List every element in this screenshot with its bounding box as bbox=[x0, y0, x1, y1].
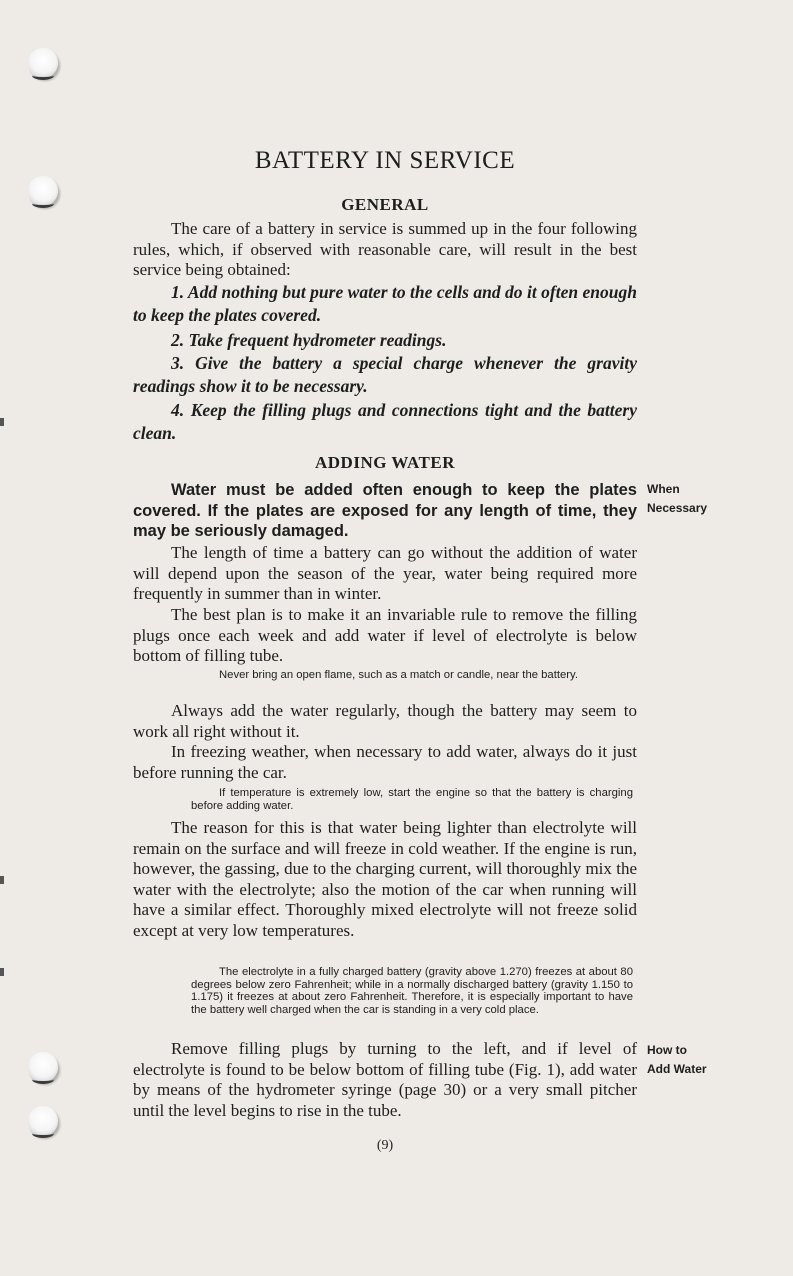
sidenote-line: Necessary bbox=[647, 501, 708, 515]
paragraph-6: Remove filling plugs by turning to the left, and if level of electrolyte is found to be below bottom of filling tube (Fig. 1), add water by means of the hydrometer syringe (page 30) or a very small pitcher until the level begins to rise in the tube. bbox=[133, 1039, 637, 1120]
sidenote-line: Add Water bbox=[647, 1062, 707, 1076]
paragraph-1: The length of time a battery can go without the addition of water will depend upon the season of the year, water being required more frequently in summer than in winter. bbox=[133, 543, 637, 604]
note-open-flame: Never bring an open flame, such as a match or candle, near the battery. bbox=[219, 669, 578, 681]
page-number: (9) bbox=[376, 1138, 394, 1153]
section-heading-adding-water: ADDING WATER bbox=[315, 453, 455, 472]
sidenote-how-to-add-water bbox=[647, 1041, 707, 1079]
paragraph-2: The best plan is to make it an invariable rule to remove the filling plugs once each week and add water if level of electrolyte is below bottom of filling tube. bbox=[133, 605, 637, 666]
rule-3: 3. Give the battery a special charge whenever the gravity readings show it to be necessary. bbox=[133, 353, 637, 396]
adding-water-lead: Water must be added often enough to keep the plates covered. If the plates are exposed for any length of time, they may be seriously damaged. bbox=[133, 481, 637, 540]
edge-mark-1 bbox=[0, 418, 4, 426]
page-title: BATTERY IN SERVICE bbox=[254, 147, 516, 174]
punch-hole-2 bbox=[28, 176, 58, 206]
edge-mark-3 bbox=[0, 968, 4, 976]
paragraph-3: Always add the water regularly, though the battery may seem to work all right without it. bbox=[133, 701, 637, 741]
punch-hole-3 bbox=[28, 1052, 58, 1082]
punch-hole-4 bbox=[28, 1106, 58, 1136]
paragraph-4: In freezing weather, when necessary to add water, always do it just before running the car. bbox=[133, 742, 637, 782]
rule-2: 2. Take frequent hydrometer readings. bbox=[171, 330, 447, 350]
sidenote-when-necessary bbox=[647, 480, 707, 518]
punch-hole-1 bbox=[28, 48, 58, 78]
general-intro: The care of a battery in service is summed up in the four following rules, which, if observed with reasonable care, will result in the best service being obtained: bbox=[133, 219, 637, 280]
rule-4: 4. Keep the filling plugs and connections tight and the battery clean. bbox=[133, 400, 637, 443]
note-low-temperature: If temperature is extremely low, start the engine so that the battery is charging before adding water. bbox=[191, 787, 633, 812]
sidenote-line: When bbox=[647, 482, 680, 496]
section-heading-general: GENERAL bbox=[341, 195, 429, 214]
paragraph-5: The reason for this is that water being lighter than electrolyte will remain on the surface and will freeze in cold weather. If the engine is run, however, the gassing, due to the charging current, will thoroughly mix the water with the electrolyte; also the motion of the car when running will have a similar effect. Thoroughly mixed electrolyte will not freeze solid except at very low temperatures. bbox=[133, 818, 637, 940]
note-freezing-points: The electrolyte in a fully charged battery (gravity above 1.270) freezes at about 80 degrees below zero Fahrenheit; while in a normally discharged battery (gravity 1.150 to 1.175) it freezes at about zero Fahrenheit. Therefore, it is especially important to have the battery well charged when the car is standing in a very cold place. bbox=[191, 966, 633, 1016]
edge-mark-2 bbox=[0, 876, 4, 884]
sidenote-line: How to bbox=[647, 1043, 687, 1057]
rule-1: 1. Add nothing but pure water to the cells and do it often enough to keep the plates covered. bbox=[133, 282, 637, 325]
